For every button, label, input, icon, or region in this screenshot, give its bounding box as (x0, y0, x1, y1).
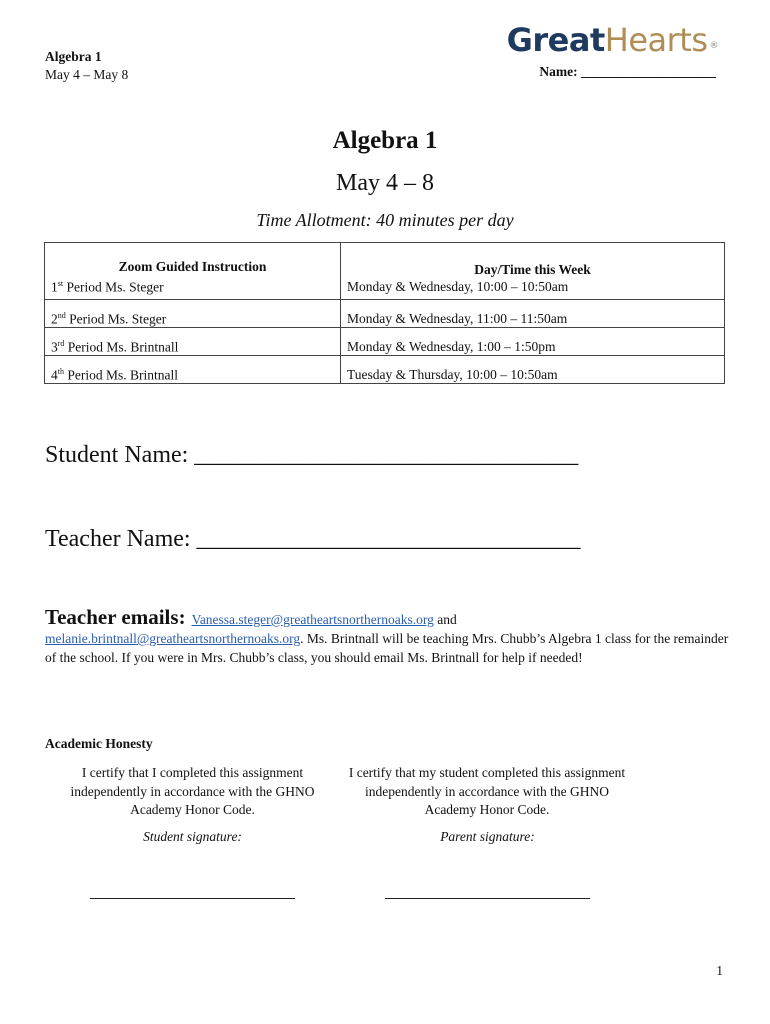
row-period: 3rd Period Ms. Brintnall (45, 328, 341, 356)
row-time: Monday & Wednesday, 1:00 – 1:50pm (341, 328, 725, 356)
header-course-info (45, 48, 128, 84)
greathearts-logo (507, 20, 718, 60)
student-certification: I certify that I completed this assignment independently in accordance with the GHNO Academy Honor Code. (70, 765, 315, 817)
student-signature-label: Student signature: (143, 829, 242, 844)
table-row (45, 243, 725, 300)
col-header-zoom: Zoom Guided Instruction (118, 258, 267, 274)
header-course: Algebra 1 (45, 49, 102, 64)
student-name-field[interactable]: Student Name: ________________________________ (45, 442, 579, 468)
academic-honesty-heading: Academic Honesty (45, 736, 153, 751)
header-dates: May 4 – May 8 (45, 67, 129, 82)
logo-registered: ® (709, 41, 718, 51)
logo-hearts: Hearts (604, 21, 708, 59)
teacher-name-field[interactable]: Teacher Name: ________________________________ (45, 526, 581, 552)
name-field[interactable]: Name: ____________________ (539, 64, 716, 79)
table-row (45, 356, 725, 384)
table-row (45, 328, 725, 356)
table-cell (341, 243, 725, 300)
table-cell (45, 243, 341, 300)
logo-great: Great (506, 21, 605, 59)
page-subtitle: May 4 – 8 (336, 170, 434, 196)
email-link-steger[interactable]: Vanessa.steger@greatheartsnorthernoaks.org (191, 612, 434, 627)
row-period: 2nd Period Ms. Steger (45, 300, 341, 328)
emails-and: and (433, 612, 457, 627)
parent-certification: I certify that my student completed this assignment independently in accordance with the GHNO Academy Honor Code. (348, 765, 626, 817)
page-title: Algebra 1 (332, 127, 438, 154)
teacher-emails (45, 605, 735, 667)
student-signature-line[interactable] (90, 898, 295, 899)
emails-note: . Ms. Brintnall will be teaching Mrs. Chubb’s Algebra 1 class for the remainder of the school. If you were in Mrs. Chubb’s class, you should email Ms. Brintnall for help if needed! (45, 631, 729, 665)
col-header-daytime: Day/Time this Week (474, 262, 591, 277)
parent-signature-label: Parent signature: (440, 829, 535, 844)
row-time: Monday & Wednesday, 10:00 – 10:50am (347, 279, 569, 294)
row-period: 1st Period Ms. Steger (51, 278, 164, 294)
emails-label: Teacher emails: (45, 605, 186, 629)
row-period: 4th Period Ms. Brintnall (45, 356, 341, 384)
table-row (45, 300, 725, 328)
row-time: Monday & Wednesday, 11:00 – 11:50am (341, 300, 725, 328)
time-allotment: Time Allotment: 40 minutes per day (256, 210, 514, 230)
schedule-table (44, 242, 725, 384)
page-number: 1 (716, 963, 723, 978)
parent-signature-line[interactable] (385, 898, 590, 899)
email-link-brintnall[interactable]: melanie.brintnall@greatheartsnorthernoaks.org (45, 631, 301, 646)
row-time: Tuesday & Thursday, 10:00 – 10:50am (341, 356, 725, 384)
